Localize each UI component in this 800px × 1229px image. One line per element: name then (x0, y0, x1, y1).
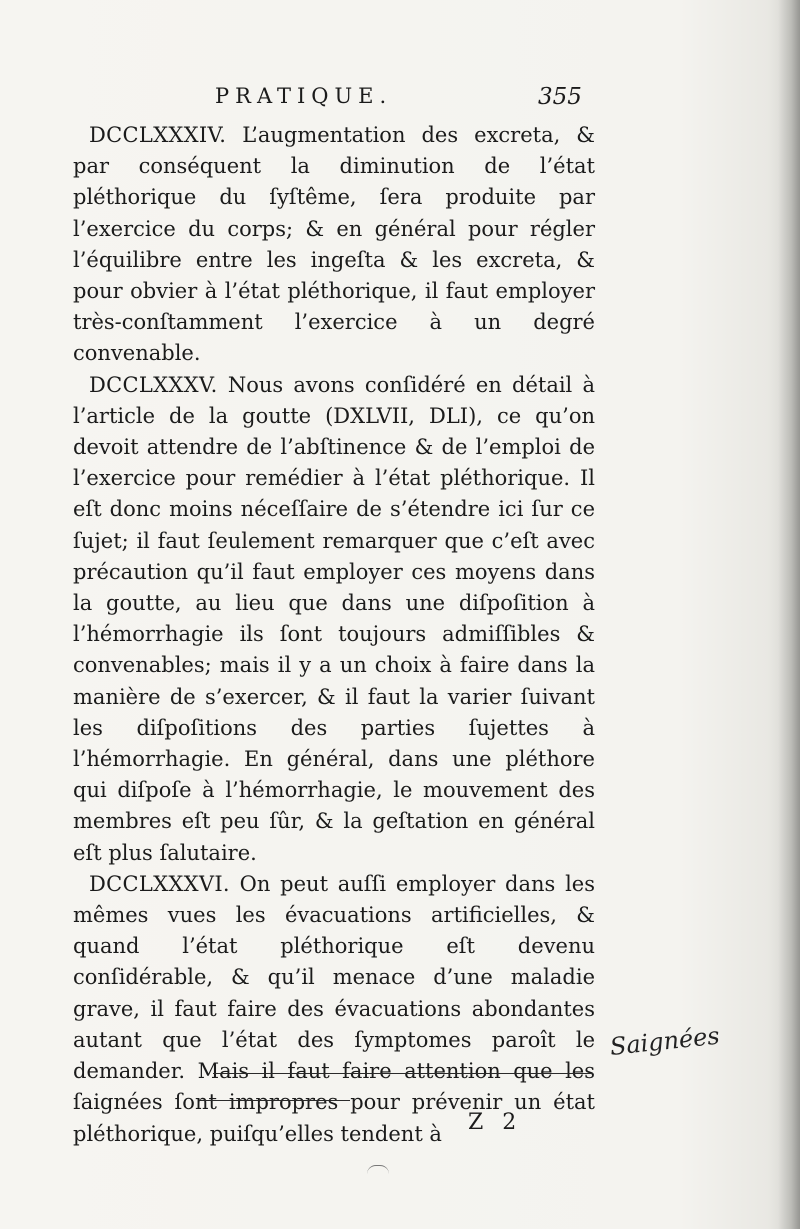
paragraph-number: DCCLXXXVI. (89, 871, 230, 896)
page-edge-shadow (778, 0, 800, 1229)
running-head: PRATIQUE. (215, 84, 393, 108)
paragraph-number: DCCLXXXIV. (89, 123, 227, 147)
paragraph-text: Nous avons conſidéré en détail à l’article de la goutte (DXLVII, DLI), ce qu’on devoit attendre de l’abſtinence & de l’emploi de l’exercice pour remédier à l’état pléthorique. Il eſt donc moins néceſſaire de s’étendre ici ſur ce ſujet; il faut ſeulement remarquer que c’eſt avec précaution qu’il faut employer ces moyens dans la goutte, au lieu que dans une diſpoſition à l’hémorrhagie ils ſont toujours admiſſibles & convenables; mais il y a un choix à faire dans la manière de s’exercer, & il faut la varier ſuivant les diſpoſitions des parties ſujettes à l’hémorrhagie. En général, dans une pléthore qui diſpoſe à l’hémorrhagie, le mouvement des membres eſt peu ſûr, & la geſtation en général eſt plus ſalutaire. (73, 372, 595, 865)
paragraph-text: L’augmentation des excreta, & par conséquent la diminution de l’état pléthorique du ſyſtême, ſera produite par l’exercice du corps; & en général pour régler l’équilibre entre les ingeſta & les excreta, & pour obvier à l’état pléthorique, il faut employer très-conſtamment l’exercice à un degré convenable. (73, 123, 595, 366)
page-body (73, 120, 595, 1150)
paragraph-786 (73, 869, 595, 1150)
signature-mark: Z 2 (468, 1110, 523, 1135)
decorative-mark (367, 1165, 389, 1174)
paragraph-784 (73, 120, 595, 370)
handwritten-underline (200, 1100, 350, 1101)
handwritten-margin-note: Saignées (608, 1021, 721, 1061)
paragraph-785 (73, 370, 595, 869)
paragraph-text: On peut auſſi employer dans les mêmes vues les évacuations artificielles, & quand l’état pléthorique eſt devenu conſidérable, & qu’il menace d’une maladie grave, il faut faire des évacuations abondantes autant que l’état des ſymptomes paroît le demander. Mais il faut faire attention que les ſaignées ſont impropres pour prévenir un état pléthorique, puiſqu’elles tendent à (73, 871, 595, 1146)
paragraph-number: DCCLXXXV. (89, 372, 218, 397)
page-number: 355 (538, 84, 582, 110)
handwritten-underline (213, 1073, 593, 1074)
